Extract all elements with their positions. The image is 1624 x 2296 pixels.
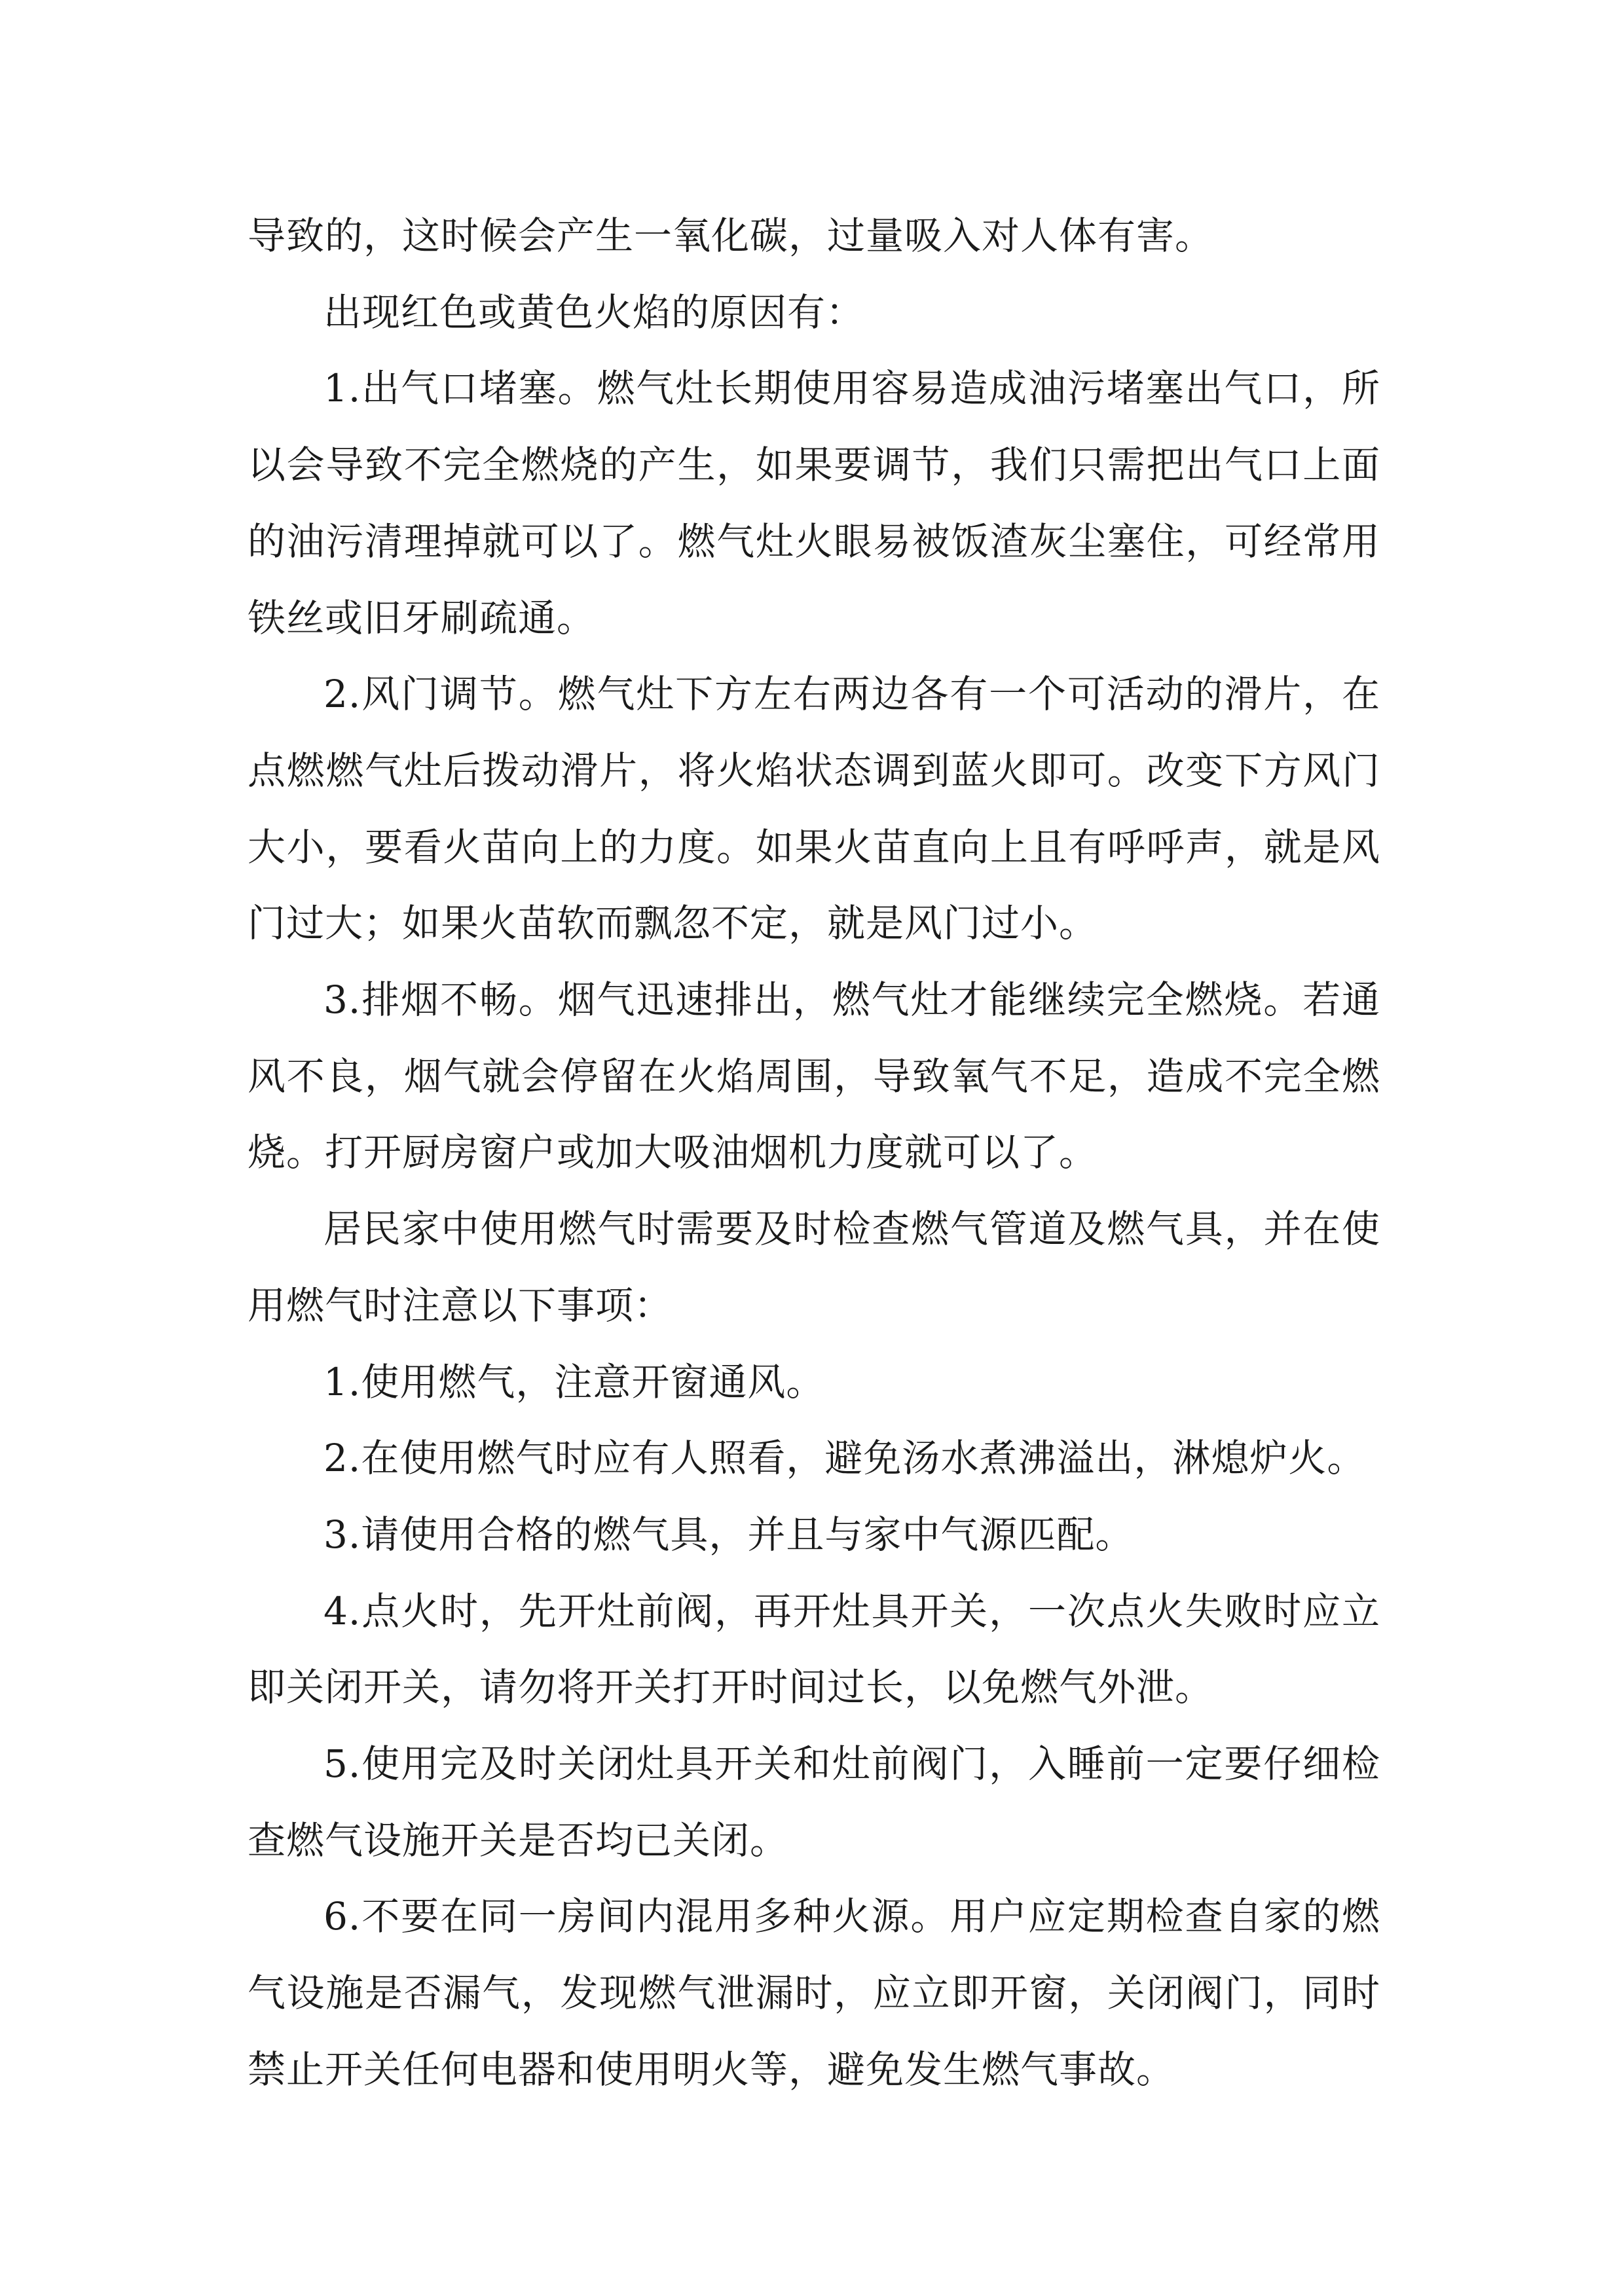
paragraph-precaution-2: 2.在使用燃气时应有人照看，避免汤水煮沸溢出，淋熄炉火。 bbox=[323, 1436, 1366, 1481]
paragraph-causes-intro: 出现红色或黄色火焰的原因有： bbox=[323, 289, 865, 335]
paragraph-cause-2: 2.风门调节。燃气灶下方左右两边各有一个可活动的滑片，在点燃燃气灶后拨动滑片，将火焰状态调到蓝火即可。改变下方风门大小，要看火苗向上的力度。如果火苗直向上且有呼呼声，就是风门过大；如果火苗软而飘忽不定，就是风门过小。 bbox=[248, 672, 1380, 946]
paragraph-cause-3: 3.排烟不畅。烟气迅速排出，燃气灶才能继续完全燃烧。若通风不良，烟气就会停留在火焰周围，导致氧气不足，造成不完全燃烧。打开厨房窗户或加大吸油烟机力度就可以了。 bbox=[248, 977, 1380, 1175]
paragraph-precaution-3: 3.请使用合格的燃气具，并且与家中气源匹配。 bbox=[323, 1512, 1134, 1557]
paragraph-precaution-5: 5.使用完及时关闭灶具开关和灶前阀门，入睡前一定要仔细检查燃气设施开关是否均已关闭。 bbox=[248, 1741, 1380, 1863]
paragraph-precaution-1: 1.使用燃气，注意开窗通风。 bbox=[323, 1359, 825, 1404]
document-body bbox=[248, 198, 1380, 2108]
paragraph-precaution-4: 4.点火时，先开灶前阀，再开灶具开关，一次点火失败时应立即关闭开关，请勿将开关打开时间过长，以免燃气外泄。 bbox=[248, 1588, 1380, 1710]
paragraph-continuation: 导致的，这时候会产生一氧化碳，过量吸入对人体有害。 bbox=[248, 213, 1214, 258]
paragraph-cause-1: 1.出气口堵塞。燃气灶长期使用容易造成油污堵塞出气口，所以会导致不完全燃烧的产生，如果要调节，我们只需把出气口上面的油污清理掉就可以了。燃气灶火眼易被饭渣灰尘塞住，可经常用铁丝或旧牙刷疏通。 bbox=[248, 366, 1380, 640]
paragraph-precaution-6: 6.不要在同一房间内混用多种火源。用户应定期检查自家的燃气设施是否漏气，发现燃气泄漏时，应立即开窗，关闭阀门，同时禁止开关任何电器和使用明火等，避免发生燃气事故。 bbox=[248, 1894, 1380, 2092]
paragraph-precautions-intro: 居民家中使用燃气时需要及时检查燃气管道及燃气具，并在使用燃气时注意以下事项： bbox=[248, 1207, 1380, 1328]
